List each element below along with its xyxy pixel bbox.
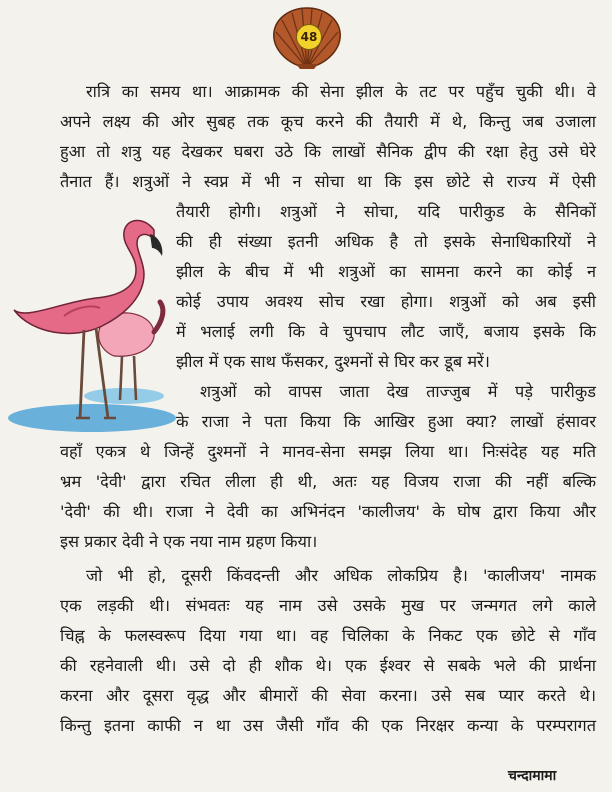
text-line: में भलाई लगी कि वे चुपचाप लौट जाएँ, बजाय इसके कि xyxy=(176,322,596,341)
text-line: भ्रम 'देवी' द्वारा रचित लीला ही थी, अतः यह विजय राजा की नहीं बल्कि xyxy=(60,472,596,491)
text-line: शत्रुओं को वापस जाता देख ताज्जुब में पड़े पारीकुड xyxy=(200,382,596,401)
text-line: किन्तु इतना काफी न था उस जैसी गाँव की एक निरक्षर कन्या के परम्परागत xyxy=(60,716,596,735)
text-line: के राजा ने पता किया कि आखिर हुआ क्या? लाखों हंसावर xyxy=(176,412,596,431)
text-line: तैयारी होगी। शत्रुओं ने सोचा, यदि पारीकुड के सैनिकों xyxy=(176,202,596,221)
text-line: की ही संख्या इतनी अधिक है तो इसके सेनाधिकारियों ने xyxy=(176,232,596,251)
text-line: चिह्न के फलस्वरूप दिया गया था। वह चिलिका के निकट एक छोटे से गाँव xyxy=(60,626,596,645)
text-line: झील के बीच में भी शत्रुओं का सामना करने का कोई न xyxy=(176,262,596,281)
text-line: 'देवी' की थी। राजा ने देवी का अभिनंदन 'कालीजय' के घोष द्वारा किया और xyxy=(60,502,596,521)
text-line: अपने लक्ष्य की ओर सुबह तक कूच करने की तैयारी में थे, किन्तु जब उजाला xyxy=(60,112,596,131)
text-line: करना और दूसरा वृद्ध और बीमारों की सेवा करना। उसे सब प्यार करते थे। xyxy=(60,686,596,705)
text-line: रात्रि का समय था। आक्रामक की सेना झील के तट पर पहुँच चुकी थी। वे xyxy=(86,82,596,101)
text-line: इस प्रकार देवी ने एक नया नाम ग्रहण किया। xyxy=(60,532,318,551)
text-line: की रहनेवाली थी। उसे दो ही शौक थे। एक ईश्वर से सबके भले की प्रार्थना xyxy=(60,656,596,675)
footer-magazine-name: चन्दामामा xyxy=(508,768,557,784)
text-line: हुआ तो शत्रु यह देखकर घबरा उठे कि लाखों सैनिक द्वीप की रक्षा हेतु उसे घेरे xyxy=(60,142,596,161)
text-line: वहाँ एकत्र थे जिन्हें दुश्मनों ने मानव-सेना समझ लिया था। निःसंदेह यह मति xyxy=(60,442,596,461)
text-line: तैनात हैं। शत्रुओं ने स्वप्न में भी न सोचा था कि इस छोटे से राज्य में ऐसी xyxy=(60,172,597,191)
page-number: 48 xyxy=(296,24,322,50)
text-line: एक लड़की थी। संभवतः यह नाम उसे उसके मुख पर जन्मगत लगे काले xyxy=(60,596,596,615)
text-line: कोई उपाय अवश्य सोच रखा होगा। शत्रुओं को अब इसी xyxy=(176,292,596,311)
text-line: झील में एक साथ फँसकर, दुश्मनों से घिर कर डूब मरें। xyxy=(176,352,490,371)
text-line: जो भी हो, दूसरी किंवदन्ती और अधिक लोकप्रिय है। 'कालीजय' नामक xyxy=(86,566,596,585)
